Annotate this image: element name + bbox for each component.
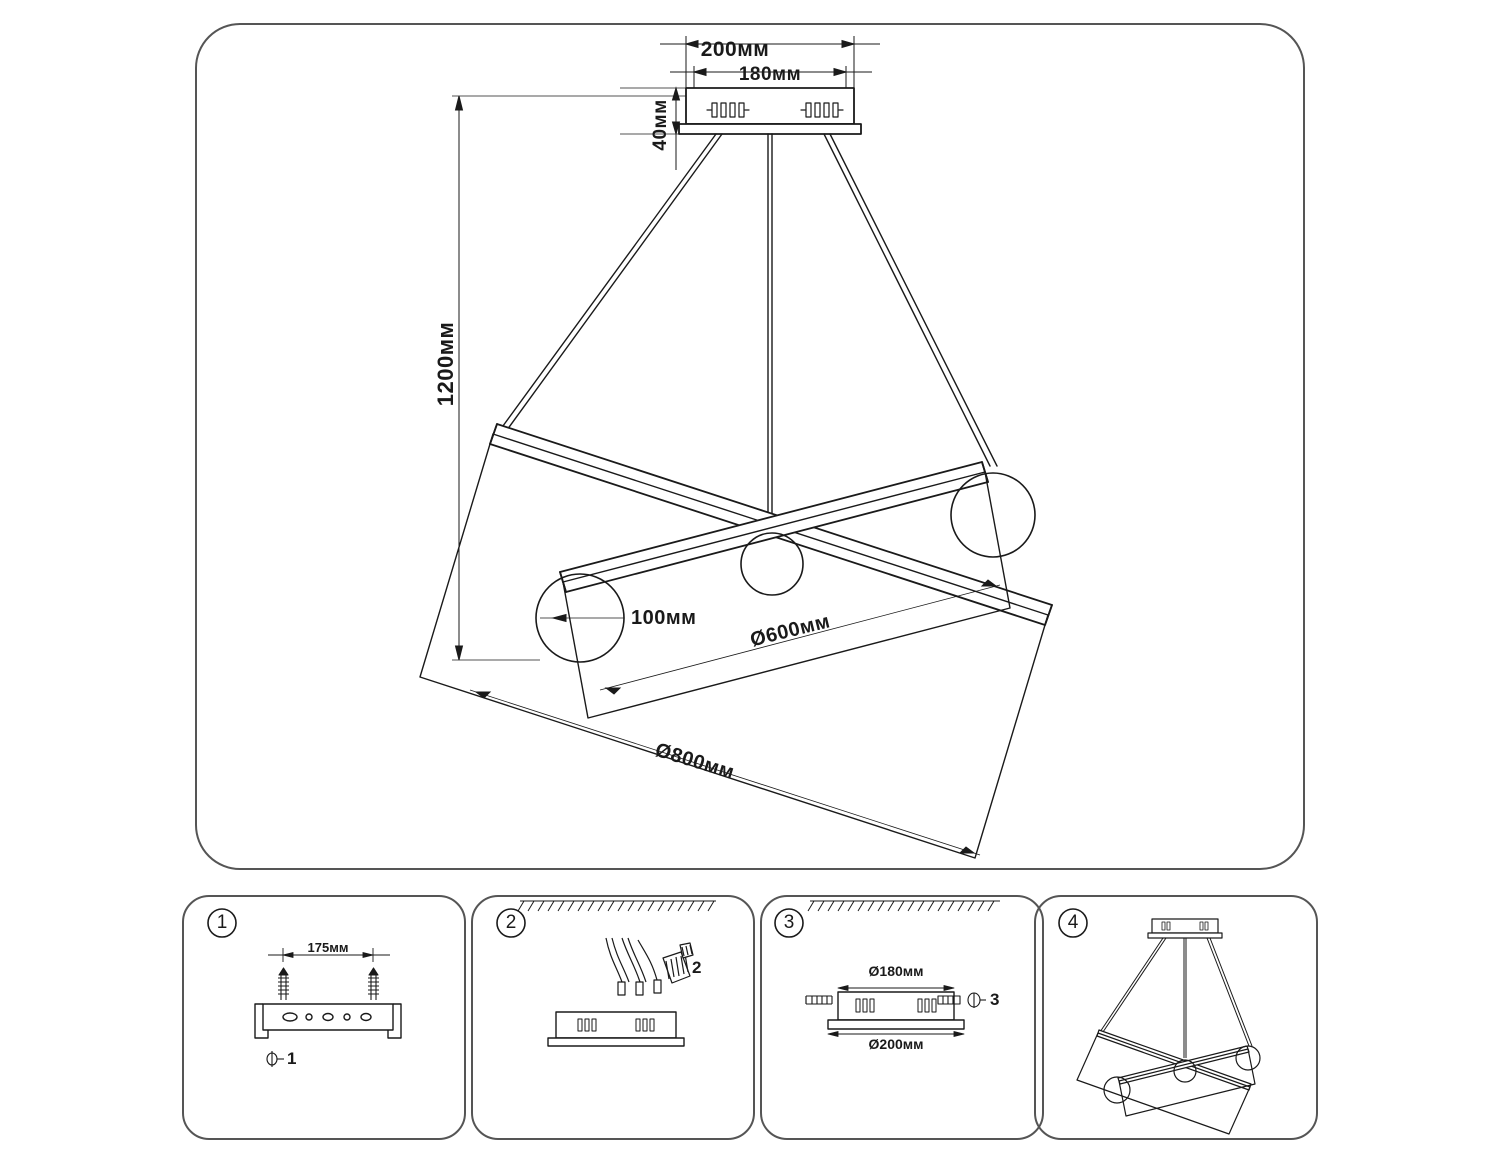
step2-part-callout: 2 <box>692 958 702 977</box>
dim-total-drop: 1200мм <box>433 321 458 407</box>
step-badge-2: 2 <box>505 912 517 933</box>
step-badge-1: 1 <box>216 912 228 933</box>
dim-outer-ring: Ø800мм <box>652 739 737 784</box>
step-badges <box>208 909 1087 937</box>
dim-shade-height: 100мм <box>631 607 697 629</box>
step3-dim-outer: Ø200мм <box>868 1036 924 1052</box>
step-badge-3: 3 <box>783 912 795 933</box>
dim-canopy-width-outer: 200мм <box>700 38 770 61</box>
main-product-view <box>420 88 1052 858</box>
inner-plane-outline <box>563 472 1010 718</box>
main-panel-frame <box>196 24 1304 869</box>
step3-part-callout: 3 <box>990 990 1000 1009</box>
step-badge-4: 4 <box>1067 912 1079 933</box>
dim-inner-ring: Ø600мм <box>748 610 833 652</box>
step-4-illustration <box>1077 919 1260 1134</box>
step1-bracket-width: 175мм <box>307 940 349 955</box>
globe-shade-center <box>741 533 803 595</box>
step-2-illustration <box>518 901 716 1046</box>
dim-canopy-width-inner: 180мм <box>738 64 802 85</box>
step3-dim-inner: Ø180мм <box>868 963 924 979</box>
ceiling-canopy <box>679 88 861 134</box>
step1-part-callout: 1 <box>287 1049 297 1068</box>
step-1-illustration <box>255 948 401 1067</box>
dim-canopy-height: 40мм <box>650 99 671 151</box>
outer-plane-outline <box>420 434 1048 858</box>
